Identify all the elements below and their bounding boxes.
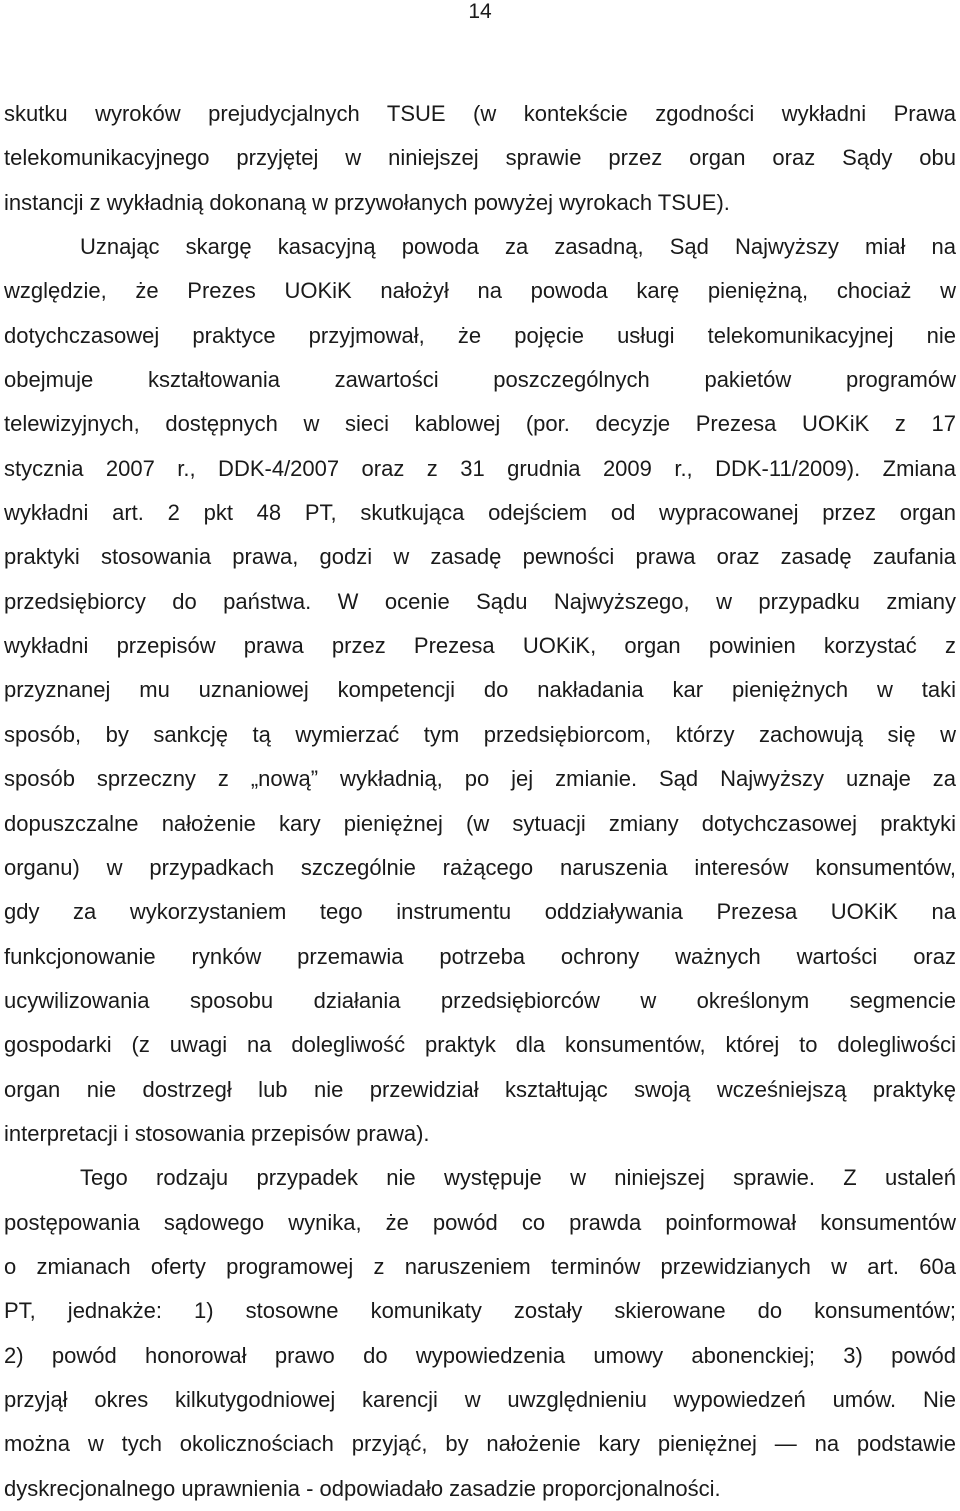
text-line: przyznanej mu uznaniowej kompetencji do nakładania kar pieniężnych w taki	[4, 677, 956, 703]
text-line: Tego rodzaju przypadek nie występuje w niniejszej sprawie. Z ustaleń	[80, 1165, 956, 1191]
text-line: wykładni przepisów prawa przez Prezesa UOKiK, organ powinien korzystać z	[4, 633, 956, 659]
text-line: funkcjonowanie rynków przemawia potrzeba ochrony ważnych wartości oraz	[4, 943, 956, 969]
text-line: PT, jednakże: 1) stosowne komunikaty zostały skierowane do konsumentów;	[4, 1298, 956, 1324]
text-line: dyskrecjonalnego uprawnienia - odpowiadało zasadzie proporcjonalności.	[4, 1475, 721, 1501]
text-line: obejmuje kształtowania zawartości poszczególnych pakietów programów	[4, 367, 956, 393]
text-line: można w tych okolicznościach przyjąć, by nałożenie kary pieniężnej — na podstawie	[4, 1431, 956, 1457]
text-line: przedsiębiorcy do państwa. W ocenie Sądu Najwyższego, w przypadku zmiany	[4, 588, 956, 614]
text-line: przyjął okres kilkutygodniowej karencji w uwzględnieniu wypowiedzeń umów. Nie	[4, 1386, 956, 1412]
text-line: organ nie dostrzegł lub nie przewidział kształtując swoją wcześniejszą praktykę	[4, 1076, 956, 1102]
text-line: stycznia 2007 r., DDK-4/2007 oraz z 31 grudnia 2009 r., DDK-11/2009). Zmiana	[4, 455, 956, 481]
paragraph-3	[4, 1156, 956, 1511]
text-line: 2) powód honorował prawo do wypowiedzenia umowy abonenckiej; 3) powód	[4, 1342, 956, 1368]
text-line: o zmianach oferty programowej z naruszeniem terminów przewidzianych w art. 60a	[4, 1253, 956, 1279]
text-line: postępowania sądowego wynika, że powód co prawda poinformował konsumentów	[4, 1209, 956, 1235]
paragraph-1	[4, 92, 956, 225]
text-line: interpretacji i stosowania przepisów prawa).	[4, 1120, 430, 1146]
text-line: gospodarki (z uwagi na dolegliwość praktyk dla konsumentów, której to dolegliwości	[4, 1032, 956, 1058]
paragraph-2	[4, 225, 956, 1156]
text-line: telewizyjnych, dostępnych w sieci kablowej (por. decyzje Prezesa UOKiK z 17	[4, 411, 956, 437]
text-line: Uznając skargę kasacyjną powoda za zasadną, Sąd Najwyższy miał na	[80, 234, 956, 260]
text-line: gdy za wykorzystaniem tego instrumentu oddziaływania Prezesa UOKiK na	[4, 899, 956, 925]
text-line: ucywilizowania sposobu działania przedsiębiorców w określonym segmencie	[4, 987, 956, 1013]
text-line: sposób, by sankcję tą wymierzać tym przedsiębiorcom, którzy zachowują się w	[4, 721, 956, 747]
text-line: praktyki stosowania prawa, godzi w zasadę pewności prawa oraz zasadę zaufania	[4, 544, 956, 570]
text-line: telekomunikacyjnego przyjętej w niniejszej sprawie przez organ oraz Sądy obu	[4, 145, 956, 171]
text-line: skutku wyroków prejudycjalnych TSUE (w kontekście zgodności wykładni Prawa	[4, 101, 956, 126]
text-line: względzie, że Prezes UOKiK nałożył na powoda karę pieniężną, chociaż w	[4, 278, 956, 304]
text-line: wykładni art. 2 pkt 48 PT, skutkująca odejściem od wypracowanej przez organ	[4, 500, 956, 526]
document-body	[4, 92, 956, 1511]
text-line: dotychczasowej praktyce przyjmował, że pojęcie usługi telekomunikacyjnej nie	[4, 322, 956, 348]
text-line: dopuszczalne nałożenie kary pieniężnej (w sytuacji zmiany dotychczasowej praktyki	[4, 810, 956, 836]
page-number: 14	[468, 0, 492, 23]
text-line: sposób sprzeczny z „nową” wykładnią, po jej zmianie. Sąd Najwyższy uznaje za	[4, 766, 956, 792]
text-line: organu) w przypadkach szczególnie rażącego naruszenia interesów konsumentów,	[4, 854, 956, 880]
text-line: instancji z wykładnią dokonaną w przywołanych powyżej wyrokach TSUE).	[4, 189, 730, 215]
